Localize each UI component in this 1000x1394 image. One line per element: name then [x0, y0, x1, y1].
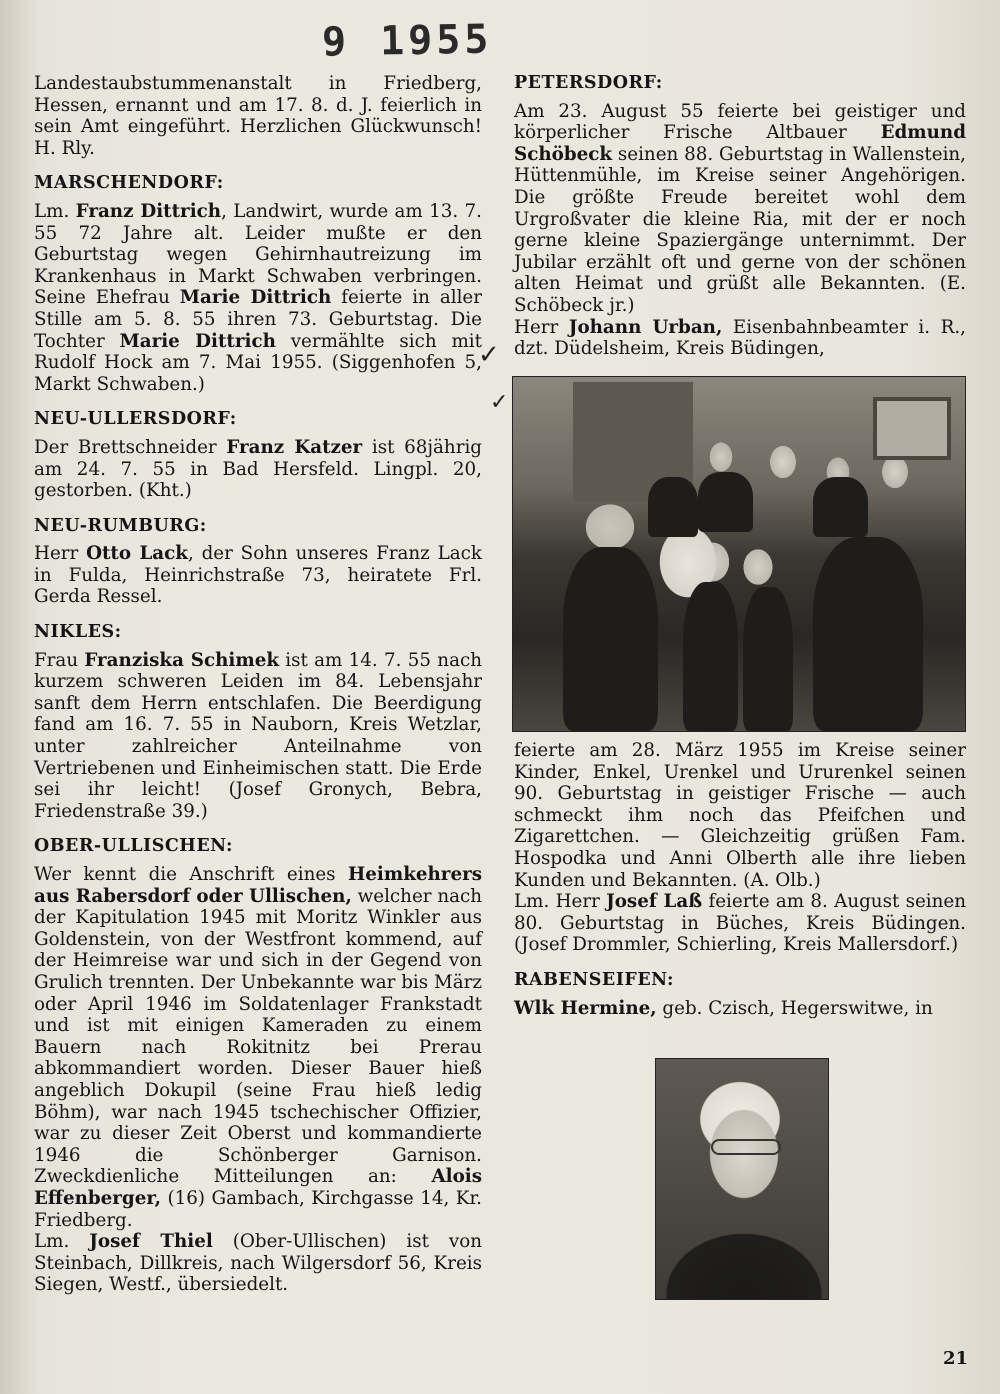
text-span: , Landwirt, wurde am 13. 7. 55 72 Jahre alt. Leider mußte er den Geburtstag wegen Gehirnhautreizung im Krankenhaus in Markt Schwaben verbringen. Seine Ehefrau — [34, 200, 482, 309]
person-name: Heimkehrers aus Rabersdorf oder Ullischen, — [34, 864, 482, 907]
person-name: Edmund Schöbeck — [514, 122, 966, 165]
text-span: seinen 88. Geburtstag in Wallenstein, Hüttenmühle, im Kreise seiner Angehörigen. Die größte Freude bereitet wohl dem Urgroßvater die kleine Ria, mit der er noch gerne kleine Spaziergänge unternimmt. Der Jubilar erzählt oft und gerne von der schönen alten Heimat und grüßt alle Bekannten. (E. Schöbeck jr.) — [514, 143, 966, 316]
neu-ullersdorf-paragraph — [34, 437, 482, 502]
heading-neu-rumburg: NEU-RUMBURG: — [34, 515, 207, 536]
ober-ullischen-paragraph-2 — [34, 1231, 482, 1296]
text-span: Herr — [514, 316, 569, 338]
person-name: Franz Katzer — [226, 436, 363, 458]
photo-window — [873, 397, 951, 460]
pencil-checkmark: ✓ — [490, 390, 509, 415]
text-span: welcher nach der Kapitulation 1945 mit Moritz Winkler aus Goldenstein, von der Westfront kommend, auf der Heimreise war und sich in der Gegend von Grulich trennten. Der Unbekannte war bis März oder April 1946 im Soldatenlager Frankstadt und ist mit einigen Kameraden zu einem Bauern nach Rokitnitz bei Prerau abkommandiert worden. Dieser Bauer hieß angeblich Dokupil (seine Frau hieß ledig Böhm), war nach 1945 tschechischer Offizier, war zu dieser Zeit Oberst und kommandierte 1946 die Schönberger Garnison. Zweckdienliche Mitteilungen an: — [34, 885, 483, 1188]
photo-figure — [698, 472, 753, 532]
heading-neu-ullersdorf: NEU-ULLERSDORF: — [34, 409, 237, 430]
text-span: Am 23. August 55 feierte bei geistiger und körperlicher Frische Altbauer — [514, 100, 966, 144]
photo-glasses — [711, 1139, 781, 1155]
text-span: feierte in aller Stille am 5. 8. 55 ihren 73. Geburtstag. Die Tochter — [34, 287, 482, 352]
right-column-top — [514, 73, 966, 360]
text-span: Wer kennt die Anschrift eines — [34, 864, 349, 885]
heading-marschendorf: MARSCHENDORF: — [34, 173, 224, 194]
photo-figure — [813, 477, 868, 537]
petersdorf-paragraph — [514, 101, 966, 317]
petersdorf-paragraph-2 — [514, 317, 966, 360]
text-span: (Ober-Ullischen) ist von Steinbach, Dillkreis, nach Wilgersdorf 56, Kreis Siegen, Westf., übersiedelt. — [34, 1231, 482, 1296]
text-span: (16) Gambach, Kirchgasse 14, Kr. Friedberg. — [34, 1187, 482, 1231]
text-span: vermählte sich mit Rudolf Hock am 7. Mai 1955. (Siggenhofen 5, Markt Schwaben.) — [34, 330, 483, 395]
pencil-checkmark: ✓ — [478, 340, 500, 370]
text-span: ist 68jährig am 24. 7. 55 in Bad Hersfeld. Lingpl. 20, gestorben. (Kht.) — [34, 436, 482, 502]
issue-number: 9 — [321, 19, 351, 66]
ober-ullischen-paragraph — [34, 864, 482, 1231]
text-span: Lm. — [34, 1231, 90, 1253]
person-name: Franz Dittrich — [75, 200, 222, 222]
neu-rumburg-paragraph — [34, 543, 482, 608]
text-span: Frau — [34, 649, 85, 671]
heading-rabenseifen: RABENSEIFEN: — [514, 969, 675, 990]
photo-figure — [743, 587, 793, 731]
marschendorf-paragraph — [34, 201, 482, 395]
person-name: Josef Thiel — [89, 1231, 213, 1253]
text-span: Lm. Herr — [514, 891, 607, 913]
photo-figure — [648, 477, 698, 537]
family-group-photo — [512, 376, 966, 732]
person-name: Marie Dittrich — [119, 330, 276, 352]
intro-paragraph: Landestaubstummenanstalt in Friedberg, Hessen, ernannt und am 17. 8. d. J. feierlich in sein Amt eingeführt. Herzlichen Glückwunsch! H. Rly. — [34, 73, 482, 159]
right-column-bottom — [514, 740, 966, 1019]
text-span: Der Brettschneider — [34, 436, 227, 458]
text-span: geb. Czisch, Hegerswitwe, in — [656, 997, 933, 1019]
text-span: feierte am 8. August seinen 80. Geburtstag in Büches, Kreis Büdingen. (Josef Drommler, Schierling, Kreis Mallersdorf.) — [514, 891, 966, 956]
rabenseifen-paragraph — [514, 998, 966, 1020]
urban-continued-paragraph: feierte am 28. März 1955 im Kreise seiner Kinder, Enkel, Urenkel und Ururenkel seinen 90. Geburtstag in geistiger Frische — auch schmeckt ihm noch das Pfeifchen und Zigarettchen. — Gleichzeitig grüßen Fam. Hospodka und Anni Olberth alle ihre lieben Kunden und Bekannten. (A. Olb.) — [514, 740, 966, 891]
heading-nikles: NIKLES: — [34, 622, 122, 643]
portrait-photo — [655, 1058, 829, 1300]
text-span: ist am 14. 7. 55 nach kurzem schweren Leiden im 84. Lebensjahr sanft dem Herrn entschlafen. Die Beerdigung fand am 16. 7. 55 in Nauborn, Kreis Wetzlar, unter zahlreicher Anteilnahme von Vertriebenen und Einheimischen statt. Die Erde sei ihr leicht! (Josef Gronych, Bebra, Friedenstraße 39.) — [34, 649, 482, 822]
heading-petersdorf: PETERSDORF: — [514, 73, 663, 93]
person-name: Johann Urban, — [568, 316, 723, 338]
person-name: Alois Effenberger, — [34, 1166, 482, 1209]
text-span: , der Sohn unseres Franz Lack in Fulda, Heinrichstraße 73, heiratete Frl. Gerda Ressel. — [34, 543, 482, 608]
person-name: Otto Lack — [86, 543, 188, 565]
issue-stamp — [322, 17, 493, 66]
text-span: Lm. — [34, 200, 76, 222]
issue-year: 1955 — [379, 16, 493, 65]
nikles-paragraph — [34, 650, 482, 823]
lass-paragraph — [514, 891, 966, 956]
person-name: Wlk Hermine, — [514, 997, 657, 1019]
text-span: Herr — [34, 543, 87, 565]
person-name: Marie Dittrich — [179, 287, 332, 309]
heading-ober-ullischen: OBER-ULLISCHEN: — [34, 836, 234, 857]
photo-figure — [683, 582, 738, 731]
person-name: Franziska Schimek — [84, 649, 279, 671]
page-number: 21 — [943, 1348, 969, 1369]
text-span: Eisenbahnbeamter i. R., dzt. Düdelsheim, Kreis Büdingen, — [514, 316, 966, 360]
photo-figure — [563, 547, 658, 731]
left-column — [34, 73, 482, 1296]
photo-figure — [813, 537, 923, 731]
person-name: Josef Laß — [606, 891, 703, 913]
